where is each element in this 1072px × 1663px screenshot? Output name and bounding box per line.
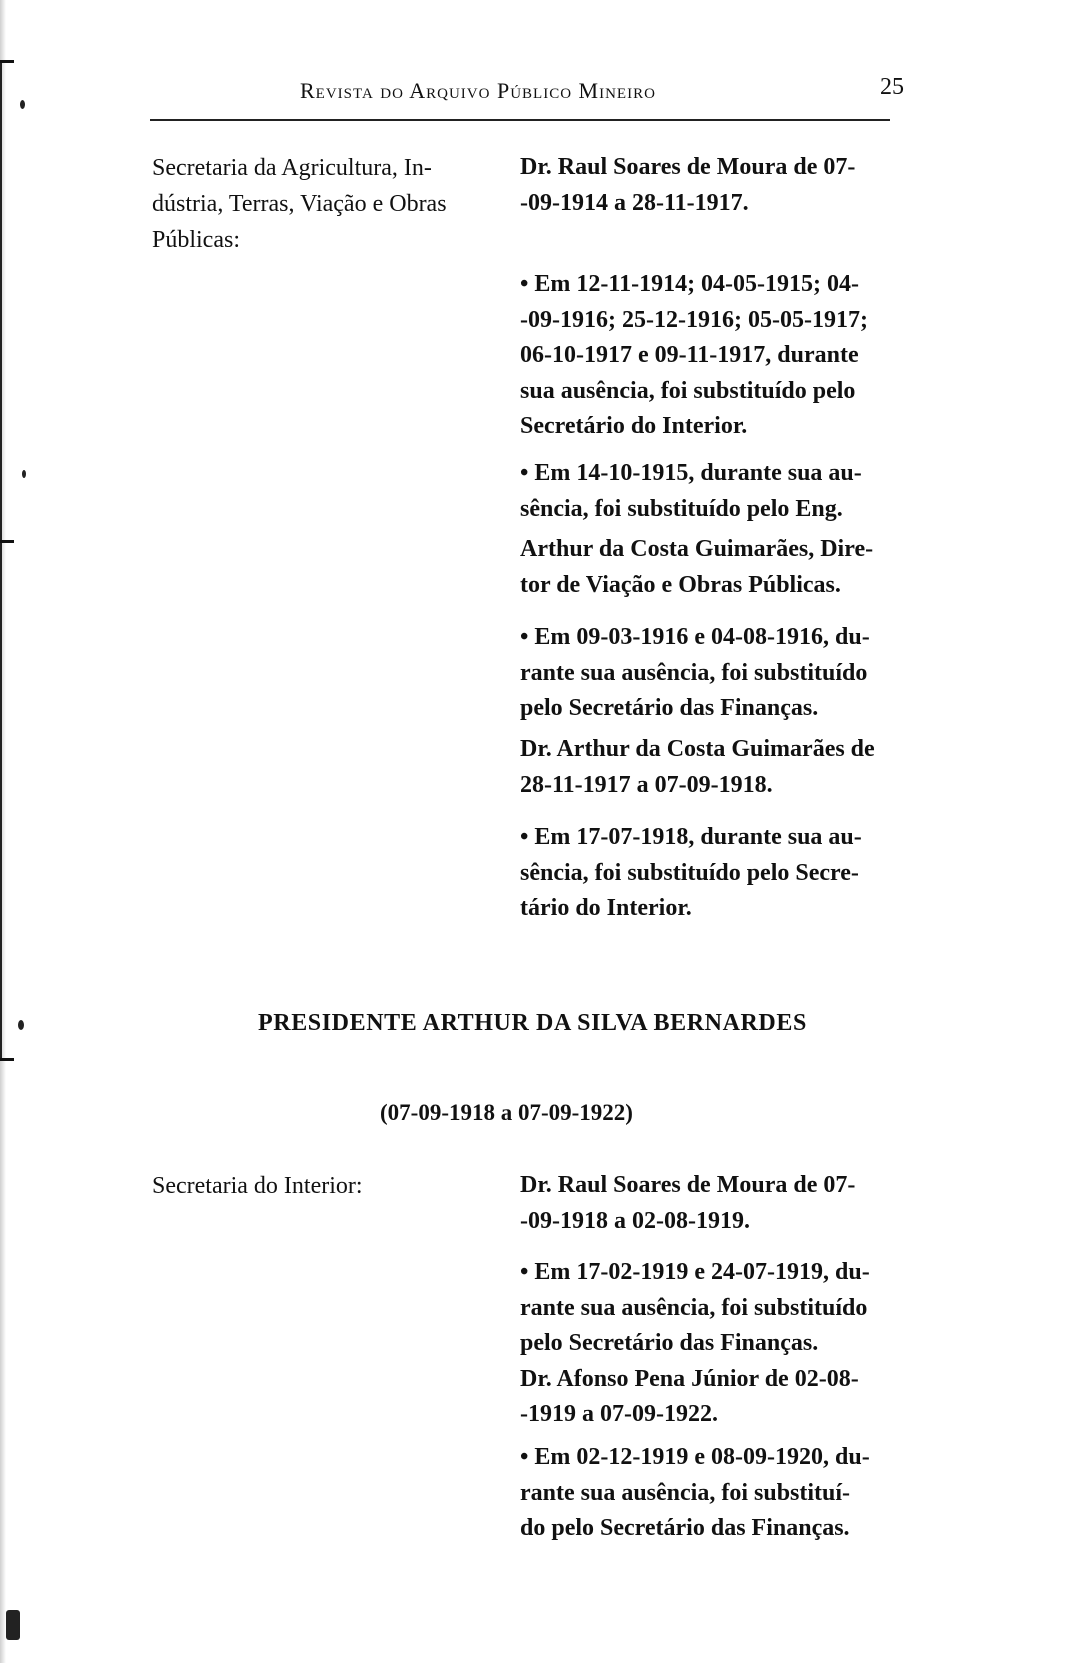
scan-edge-mark (0, 60, 14, 63)
section1-note3: • Em 09-03-1916 e 04-08-1916, du- rante sua ausência, foi substituído pelo Secretário das Finanças. (520, 624, 870, 721)
section1-label: Secretaria da Agricultura, In- dústria, Terras, Viação e Obras Públicas: (152, 155, 447, 253)
president-heading: PRESIDENTE ARTHUR DA SILVA BERNARDES (258, 1010, 807, 1036)
scan-speck (22, 470, 26, 478)
scan-speck (20, 100, 25, 109)
scan-speck (18, 1020, 24, 1030)
section2-entry1: Dr. Raul Soares de Moura de 07- -09-1918 a 02-08-1919. (520, 1172, 856, 1234)
section1-entry1: Dr. Raul Soares de Moura de 07- -09-1914 a 28-11-1917. (520, 154, 856, 216)
scan-edge-line (0, 60, 2, 1060)
section2-note1: • Em 17-02-1919 e 24-07-1919, du- rante sua ausência, foi substituído pelo Secretário das Finanças. Dr. Afonso Pena Júnior de 02-08- -1919 a 07-09-1922. (520, 1259, 870, 1427)
section1-note2: • Em 14-10-1915, durante sua au- sência, foi substituído pelo Eng. (520, 460, 862, 522)
scan-edge-mark (0, 1058, 14, 1061)
section1-note1: • Em 12-11-1914; 04-05-1915; 04- -09-1916; 25-12-1916; 05-05-1917; 06-10-1917 e 09-11-1917, durante sua ausência, foi substituído pelo Secretário do Interior. (520, 271, 868, 439)
section1-note2b: Arthur da Costa Guimarães, Dire- tor de Viação e Obras Públicas. (520, 536, 874, 598)
section2-note2: • Em 02-12-1919 e 08-09-1920, du- rante sua ausência, foi substituí- do pelo Secretário das Finanças. (520, 1444, 870, 1541)
section1-note4: • Em 17-07-1918, durante sua au- sência, foi substituído pelo Secre- tário do Interior. (520, 824, 862, 921)
scan-speck (6, 1610, 20, 1640)
header-rule (150, 119, 890, 121)
section2-label: Secretaria do Interior: (152, 1173, 363, 1199)
president-period: (07-09-1918 a 07-09-1922) (380, 1100, 633, 1125)
section1-entry2: Dr. Arthur da Costa Guimarães de 28-11-1917 a 07-09-1918. (520, 736, 875, 798)
page-number: 25 (880, 74, 904, 100)
running-title: Revista do Arquivo Público Mineiro (300, 78, 656, 103)
scan-edge-mark (0, 540, 14, 543)
